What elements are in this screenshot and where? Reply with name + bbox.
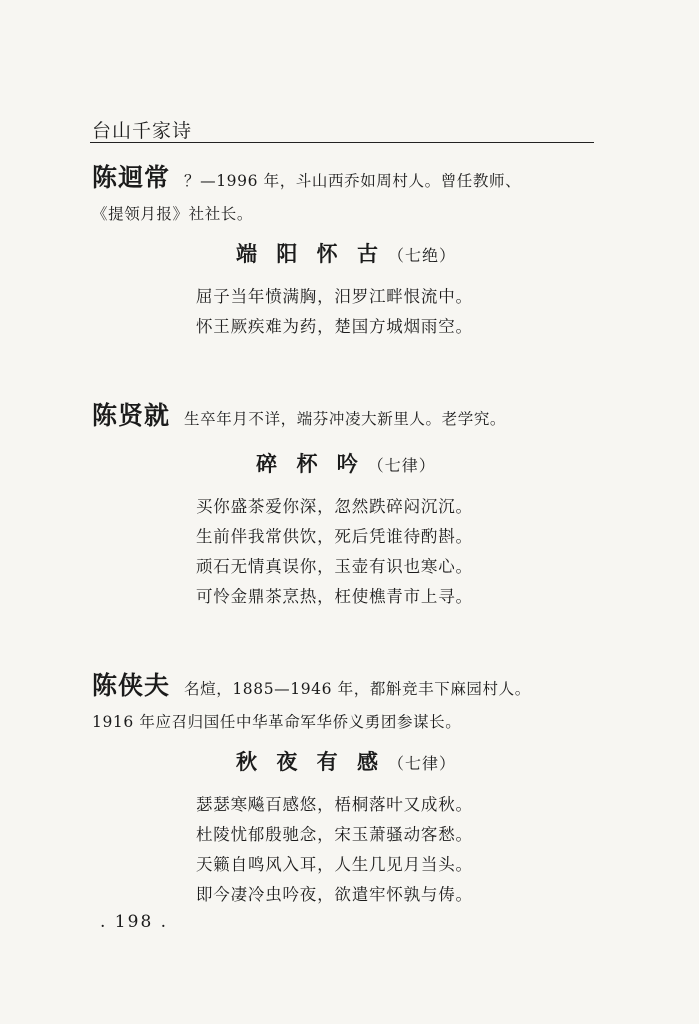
poem-title: [92, 448, 600, 478]
poem: [92, 238, 600, 342]
poet-bio-continued: 《提领月报》社社长。: [92, 205, 254, 223]
poem-line: 瑟瑟寒飚百感悠，梧桐落叶又成秋。: [196, 795, 473, 814]
poet-bio: ？—1996 年，斗山西乔如周村人。曾任教师、: [184, 172, 522, 190]
header-rule: [90, 142, 594, 143]
poem-line: 屈子当年愤满胸，汨罗江畔恨流中。: [196, 287, 473, 306]
poem-title: [92, 746, 600, 776]
poem-form: （七律）: [387, 754, 456, 773]
poet-entry: [92, 158, 600, 336]
poet-entry: [92, 666, 600, 904]
poem-title: [92, 238, 600, 268]
poem-title-text: 碎 杯 吟: [256, 452, 364, 476]
poem-form: （七绝）: [387, 246, 456, 265]
running-header: 台山千家诗: [92, 120, 193, 142]
poem: [92, 448, 600, 612]
poem-line: 顽石无情真误你，玉壶有识也寒心。: [196, 557, 473, 576]
poem-line: 怀王厥疾难为药，楚国方城烟雨空。: [196, 317, 473, 336]
poem-lines: [92, 282, 600, 342]
poem-line: 天籁自鸣风入耳，人生几见月当头。: [196, 855, 473, 874]
poem-lines: [92, 790, 600, 910]
bio-line: [92, 666, 600, 702]
poet-name: 陈贤就: [92, 401, 171, 430]
poem-line: 买你盛茶爱你深，忽然跌碎闷沉沉。: [196, 497, 473, 516]
poet-bio: 生卒年月不详，端芬冲凌大新里人。老学究。: [184, 410, 507, 428]
poet-name: 陈侠夫: [92, 671, 171, 700]
bio-line: [92, 158, 600, 194]
poet-name: 陈迴常: [92, 163, 171, 192]
poet-bio-continued: 1916 年应召归国任中华革命军华侨义勇团参谋长。: [92, 713, 462, 731]
poem-line: 生前伴我常供饮，死后凭谁待酌斟。: [196, 527, 473, 546]
poem: [92, 746, 600, 910]
poem-line: 杜陵忧郁殷驰念，宋玉萧骚动客愁。: [196, 825, 473, 844]
poem-title-text: 端 阳 怀 古: [236, 242, 384, 266]
poem-lines: [92, 492, 600, 612]
poet-entry: [92, 396, 600, 606]
bio-line: [92, 396, 600, 432]
page-number: . 198 .: [100, 912, 169, 932]
poem-line: 可怜金鼎茶烹热，枉使樵青市上寻。: [196, 587, 473, 606]
poem-line: 即今凄冷虫吟夜，欲遣牢怀孰与俦。: [196, 885, 473, 904]
poem-title-text: 秋 夜 有 感: [236, 750, 384, 774]
poet-bio: 名煊，1885—1946 年，都斛竞丰下麻园村人。: [184, 680, 531, 698]
poem-form: （七律）: [367, 456, 436, 475]
